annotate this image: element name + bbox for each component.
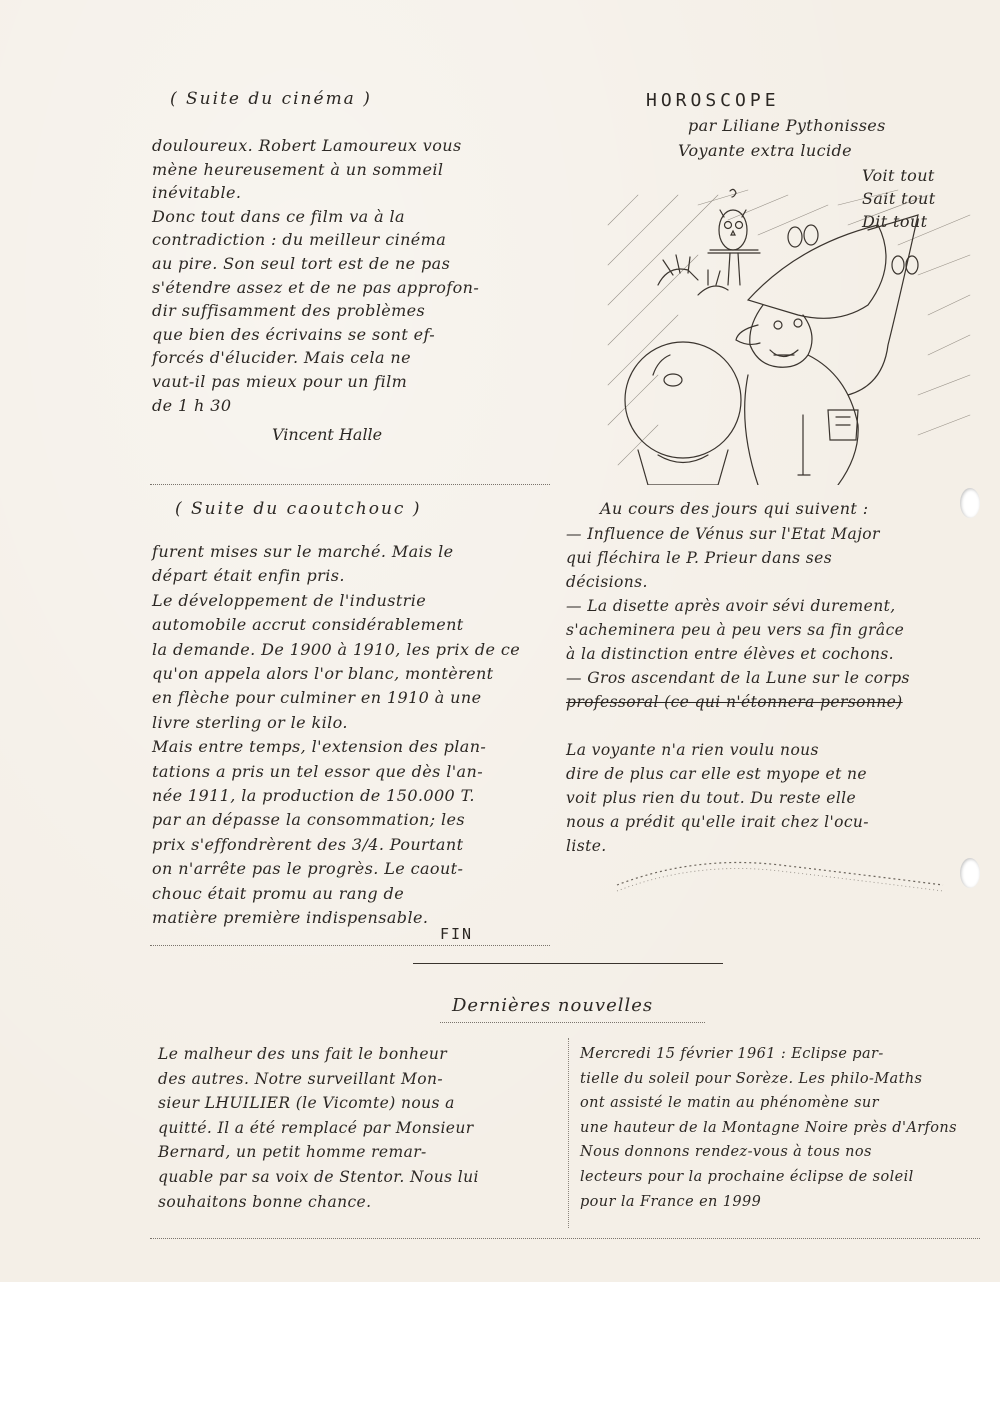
- caoutchouc-line: qu'on appela alors l'or blanc, montèrent: [152, 664, 494, 684]
- caoutchouc-line: automobile accrut considérablement: [152, 615, 464, 635]
- news-right-line: Nous donnons rendez-vous à tous nos: [580, 1144, 872, 1161]
- caoutchouc-line: Le développement de l'industrie: [152, 590, 427, 610]
- cinema-line: mène heureusement à un sommeil: [152, 159, 444, 179]
- caoutchouc-line: Mais entre temps, l'extension des plan-: [152, 737, 487, 757]
- punch-hole: [960, 488, 980, 518]
- cinema-line: que bien des écrivains se sont ef-: [152, 324, 436, 344]
- cinema-line: inévitable.: [152, 183, 242, 203]
- cinema-line: contradiction : du meilleur cinéma: [152, 230, 447, 250]
- section-divider: [150, 484, 550, 485]
- horoscope-motto: Voit tout: [862, 166, 935, 185]
- horoscope-title: HOROSCOPE: [646, 90, 780, 111]
- closing-line: La voyante n'a rien voulu nous: [566, 741, 819, 759]
- prediction-line: à la distinction entre élèves et cochons.: [566, 645, 895, 663]
- caoutchouc-line: la demande. De 1900 à 1910, les prix de ce: [152, 639, 521, 659]
- news-right-line: ont assisté le matin au phénomène sur: [580, 1095, 879, 1112]
- horoscope-predictions: [566, 522, 910, 714]
- horoscope-author: par Liliane Pythonisses: [688, 116, 886, 135]
- wave-ornament: [615, 855, 945, 905]
- caoutchouc-line: furent mises sur le marché. Mais le: [152, 542, 454, 561]
- closing-line: voit plus rien du tout. Du reste elle: [566, 789, 857, 807]
- news-right-line: tielle du soleil pour Sorèze. Les philo-Maths: [580, 1070, 923, 1087]
- news-column-divider: [568, 1038, 569, 1228]
- horoscope-subtitle: Voyante extra lucide: [678, 141, 852, 160]
- punch-hole: [960, 858, 980, 888]
- news-right-column: [580, 1042, 957, 1214]
- news-right-line: une hauteur de la Montagne Noire près d'Arfons: [580, 1119, 958, 1136]
- caoutchouc-article: [152, 540, 520, 931]
- cinema-line: forcés d'élucider. Mais cela ne: [152, 348, 411, 368]
- caoutchouc-line: par an dépasse la consommation; les: [152, 810, 466, 830]
- horoscope-intro: Au cours des jours qui suivent :: [600, 499, 869, 518]
- main-separator: [413, 963, 723, 964]
- fortune-teller-illustration: [598, 185, 980, 485]
- caoutchouc-line: née 1911, la production de 150.000 T.: [152, 786, 475, 806]
- caoutchouc-heading: ( Suite du caoutchouc ): [175, 499, 422, 519]
- bottom-rule: [150, 1238, 980, 1239]
- news-left-line: sieur LHUILIER (le Vicomte) nous a: [158, 1094, 455, 1113]
- caoutchouc-line: départ était enfin pris.: [152, 566, 345, 586]
- news-right-line: Mercredi 15 février 1961 : Eclipse par-: [580, 1046, 884, 1062]
- closing-line: nous a prédit qu'elle irait chez l'ocu-: [566, 813, 869, 831]
- news-left-line: Bernard, un petit homme remar-: [158, 1143, 427, 1162]
- news-heading-underline: [440, 1022, 705, 1023]
- prediction-line: — Gros ascendant de la Lune sur le corps: [566, 669, 910, 687]
- caoutchouc-line: chouc était promu au rang de: [152, 883, 405, 903]
- cinema-article: [152, 134, 479, 417]
- prediction-line: — Influence de Vénus sur l'Etat Major: [566, 525, 880, 543]
- caoutchouc-line: prix s'effondrèrent des 3/4. Pourtant: [152, 834, 464, 854]
- page-margin-strip: [0, 1282, 1000, 1413]
- closing-line: dire de plus car elle est myope et ne: [566, 765, 867, 783]
- cinema-line: s'étendre assez et de ne pas approfon-: [152, 277, 480, 297]
- closing-line: liste.: [566, 837, 607, 855]
- prediction-line: qui fléchira le P. Prieur dans ses: [566, 549, 833, 567]
- cinema-line: de 1 h 30: [152, 395, 232, 415]
- caoutchouc-line: on n'arrête pas le progrès. Le caout-: [152, 859, 464, 879]
- news-left-line: des autres. Notre surveillant Mon-: [158, 1069, 444, 1088]
- prediction-line-struck: professoral (ce qui n'étonnera personne): [566, 693, 903, 711]
- news-right-line: pour la France en 1999: [580, 1193, 762, 1210]
- prediction-line: s'acheminera peu à peu vers sa fin grâce: [566, 621, 905, 639]
- cinema-line: douloureux. Robert Lamoureux vous: [152, 136, 462, 155]
- prediction-line: décisions.: [566, 573, 648, 591]
- news-left-line: quable par sa voix de Stentor. Nous lui: [158, 1167, 479, 1186]
- news-heading: Dernières nouvelles: [452, 995, 654, 1016]
- news-left-line: Le malheur des uns fait le bonheur: [158, 1045, 448, 1063]
- cinema-heading: ( Suite du cinéma ): [170, 89, 372, 109]
- cinema-line: au pire. Son seul tort est de ne pas: [152, 253, 451, 273]
- caoutchouc-line: en flèche pour culminer en 1910 à une: [152, 688, 482, 708]
- cinema-line: vaut-il pas mieux pour un film: [152, 371, 408, 391]
- section-divider: [150, 945, 550, 946]
- cinema-signature: Vincent Halle: [272, 425, 383, 444]
- horoscope-motto: Dit tout: [862, 212, 928, 231]
- caoutchouc-line: livre sterling or le kilo.: [152, 712, 348, 732]
- horoscope-motto: Sait tout: [862, 189, 936, 208]
- horoscope-closing: [566, 738, 869, 858]
- news-left-line: souhaitons bonne chance.: [158, 1192, 372, 1211]
- caoutchouc-line: tations a pris un tel essor que dès l'an-: [152, 761, 484, 781]
- caoutchouc-line: matière première indispensable.: [152, 908, 429, 928]
- caoutchouc-end-mark: FIN: [440, 925, 474, 943]
- cinema-line: Donc tout dans ce film va à la: [152, 206, 405, 226]
- prediction-line: — La disette après avoir sévi durement,: [566, 597, 896, 615]
- news-right-line: lecteurs pour la prochaine éclipse de soleil: [580, 1168, 914, 1185]
- news-left-column: [158, 1042, 479, 1214]
- cinema-line: dir suffisamment des problèmes: [152, 301, 426, 321]
- news-left-line: quitté. Il a été remplacé par Monsieur: [158, 1118, 474, 1137]
